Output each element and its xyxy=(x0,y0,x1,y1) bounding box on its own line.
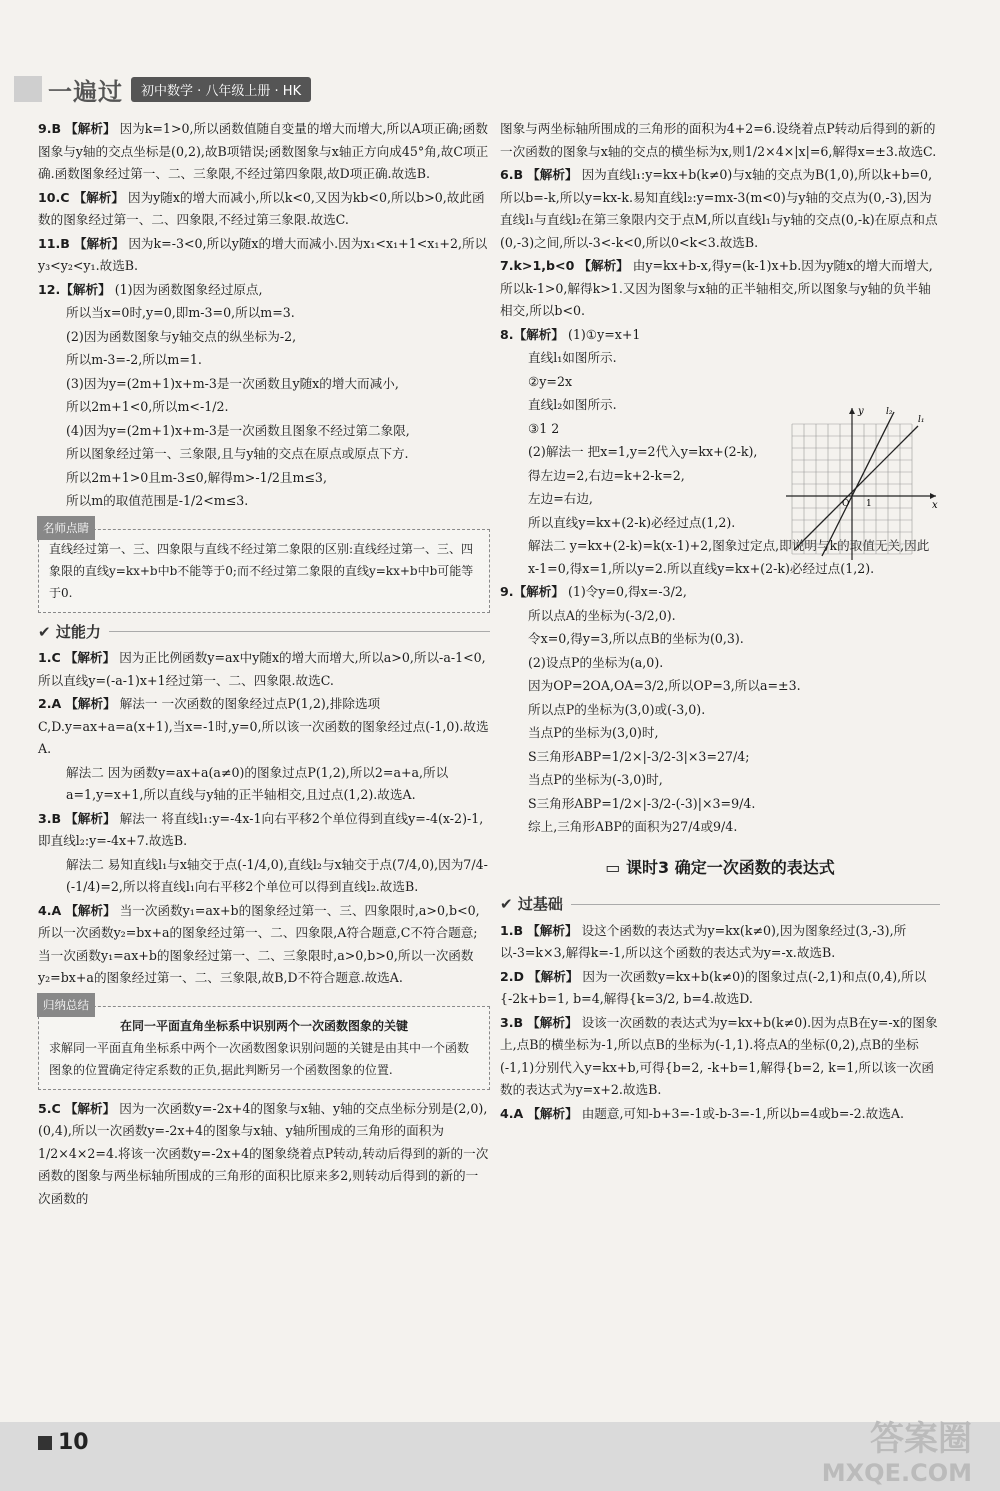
header-bar xyxy=(14,76,42,102)
y-axis-arrow xyxy=(849,408,855,414)
answer-10: 10.C 【解析】 因为y随x的增大而减小,所以k<0,又因为kb<0,所以b>0,故此函数的图象经过第一、二、四象限,不经过第三象限.故选C. xyxy=(38,189,485,227)
answer-b4: 4.A 【解析】 由题意,可知-b+3=-1或-b-3=-1,所以b=4或b=-2.故选A. xyxy=(500,1105,904,1121)
answer-8-line: 直线l₂如图所示. xyxy=(528,397,617,412)
watermark: 答案圈 MXQE.COM xyxy=(821,1419,972,1487)
answer-12-line: 所以m-3=-2,所以m=1. xyxy=(66,352,202,367)
summary-title: 在同一平面直角坐标系中识别两个一次函数图象的关键 xyxy=(119,1018,408,1033)
answer-2-alt: 解法二 因为函数y=ax+a(a≠0)的图象过点P(1,2),所以2=a+a,所以a=1,y=x+1,所以直线与y轴的正半轴相交,且过点(1,2).故选A. xyxy=(66,764,449,802)
answer-8-line: 左边=右边, xyxy=(528,491,593,506)
answer-9b-line: 综上,三角形ABP的面积为27/4或9/4. xyxy=(528,819,738,834)
answer-8-line: 直线l₁如图所示. xyxy=(528,350,617,365)
check-icon: ✔ xyxy=(500,895,513,913)
answer-8-line: ③1 2 xyxy=(528,420,560,436)
answer-12: 12.【解析】 (1)因为函数图象经过原点, xyxy=(38,281,263,297)
check-icon: ✔ xyxy=(38,622,51,641)
answer-11: 11.B 【解析】 因为k=-3<0,所以y随x的增大而减小.因为x₁<x₁+1<x₁+2,所以y₃<y₂<y₁.故选B. xyxy=(38,235,488,273)
answer-9b: 9.【解析】 (1)令y=0,得x=-3/2, xyxy=(500,584,687,599)
header xyxy=(14,72,311,106)
answer-4: 4.A 【解析】 当一次函数y₁=ax+b的图象经过第一、三、四象限时,a>0,b<0,所以一次函数y₂=bx+a的图象经过第一、二、四象限,A符合题意,C不符合题意;当一次函数y₁=ax+b的图象经过第一、二、三象限时,a>0,b>0,所以一次函数y₂=bx+a的图象经过第一、二、三象限,故B,D不符合题意.故选A. xyxy=(38,902,480,985)
tip-text: 直线经过第一、三、四象限与直线不经过第二象限的区别:直线经过第一、三、四象限的直线y=kx+b中b不能等于0;而不经过第二象限的直线y=kx+b中b可能等于0. xyxy=(49,541,474,600)
answer-12-line: 所以2m+1>0且m-3≤0,解得m>-1/2且m≤3, xyxy=(66,469,327,485)
right-column xyxy=(500,118,940,1126)
y-axis-label: y xyxy=(858,406,864,417)
answer-12-line: (3)因为y=(2m+1)x+m-3是一次函数且y随x的增大而减小, xyxy=(66,375,399,391)
answer-9: 9.B 【解析】 因为k=1>0,所以函数值随自变量的增大而增大,所以A项正确;函数图象与y轴的交点坐标是(0,2),故B项错误;函数图象与x轴正方向成45°角,故C项正确.函数图象经过第一、二、三象限,不经过第四象限,故D项正确.故选B. xyxy=(38,121,489,181)
answer-5: 5.C 【解析】 因为一次函数y=-2x+4的图象与x轴、y轴的交点坐标分别是(2,0),(0,4),所以一次函数y=-2x+4的图象与x轴、y轴所围成的三角形的面积为1/2×4×2=4.将该一次函数y=-2x+4的图象绕着点P转动,转动后得到的新的一次函数的图象与两坐标轴所围成的三角形的面积比原来多2,则转动后得到的新的一次函数的 xyxy=(38,1100,489,1206)
answer-3: 3.B 【解析】 解法一 将直线l₁:y=-4x-1向右平移2个单位得到直线y=-4(x-2)-1,即直线l₂:y=-4x+7.故选B. xyxy=(38,810,484,848)
page-number: 10 xyxy=(38,1430,89,1455)
l1-label: l₁ xyxy=(918,415,925,425)
origin-label: O xyxy=(842,499,850,509)
answer-8-line: 所以直线y=kx+(2-k)必经过点(1,2). xyxy=(528,514,736,530)
answer-8-line: ②y=2x xyxy=(528,373,573,389)
section-heading: ✔ 过能力 xyxy=(38,621,490,644)
answer-7: 7.k>1,b<0 【解析】 由y=kx+b-x,得y=(k-1)x+b.因为y随x的增大而增大,所以k-1>0,解得k>1.又因为图象与x轴的正半轴相交,所以图象与y轴的负半轴相交,所以b<0. xyxy=(500,258,933,318)
tip-label: 名师点睛 xyxy=(37,516,95,540)
answer-9b-line: 令x=0,得y=3,所以点B的坐标为(0,3). xyxy=(528,631,744,646)
answer-b2: 2.D 【解析】 因为一次函数y=kx+b(k≠0)的图象过点(-2,1)和点(0,4),所以{-2k+b=1, b=4,解得{k=3/2, b=4.故选D. xyxy=(500,968,927,1006)
l2-label: l₂ xyxy=(886,407,893,417)
coordinate-graph xyxy=(782,404,942,564)
book-icon: ▭ xyxy=(605,857,621,877)
answer-12-line: 所以当x=0时,y=0,即m-3=0,所以m=3. xyxy=(66,305,295,320)
x-axis-arrow xyxy=(930,493,936,499)
answer-12-line: 所以2m+1<0,所以m<-1/2. xyxy=(66,399,229,414)
answer-8: 8.【解析】 (1)①y=x+1 xyxy=(500,326,641,342)
answer-9b-line: 所以点P的坐标为(3,0)或(-3,0). xyxy=(528,701,706,717)
book-subtitle: 初中数学 · 八年级上册 · HK xyxy=(131,77,311,102)
answer-12-line: 所以m的取值范围是-1/2<m≤3. xyxy=(66,493,249,508)
answer-2: 2.A 【解析】 解法一 一次函数的图象经过点P(1,2),排除选项C,D.y=ax+a=a(x+1),当x=-1时,y=0,所以该一次函数的图象经过点(-1,0).故选A. xyxy=(38,696,489,756)
summary-text: 求解同一平面直角坐标系中两个一次函数图象识别问题的关键是由其中一个函数图象的位置确定待定系数的正负,据此判断另一个函数图象的位置. xyxy=(49,1040,470,1077)
answer-12-line: (4)因为y=(2m+1)x+m-3是一次函数且图象不经过第二象限, xyxy=(66,422,410,438)
tip-box xyxy=(38,520,490,613)
square-icon xyxy=(38,1436,52,1450)
answer-b3: 3.B 【解析】 设该一次函数的表达式为y=kx+b(k≠0).因为点B在y=-x的图象上,点B的横坐标为-1,所以点B的坐标为(-1,1).将点A的坐标(0,2),点B的坐标(-1,1)分别代入y=kx+b,可得{b=2, -k+b=1,解得{b=2, k=1,所以该一次函数的表达式为y=x+2.故选B. xyxy=(500,1014,938,1097)
left-column xyxy=(38,118,490,1211)
answer-8-line: (2)解法一 把x=1,y=2代入y=kx+(2-k), xyxy=(528,444,758,459)
lesson-title: ▭ 课时3 确定一次函数的表达式 xyxy=(605,857,835,877)
x-axis-label: x xyxy=(932,500,938,511)
answer-12-line: (2)因为函数图象与y轴交点的纵坐标为-2, xyxy=(66,328,297,344)
section-heading-2: ✔ 过基础 xyxy=(500,893,940,916)
answer-9b-line: (2)设点P的坐标为(a,0). xyxy=(528,654,664,670)
answer-8-top xyxy=(500,324,770,511)
answer-9b-line: 当点P的坐标为(-3,0)时, xyxy=(528,772,663,787)
answer-6: 6.B 【解析】 因为直线l₁:y=kx+b(k≠0)与x轴的交点为B(1,0),所以k+b=0,所以b=-k,所以y=kx-k.易知直线l₂:y=mx-3(m<0)与y轴的交点为(0,-3),因为直线l₁与直线l₂在第三象限内交于点M,所以直线l₁与y轴的交点(0,-k)在原点和点(0,-3)之间,所以-3<-k<0,所以0<k<3.故选B. xyxy=(500,167,938,250)
brand-logo: 一遍过 xyxy=(48,77,123,106)
summary-label: 归纳总结 xyxy=(37,993,95,1017)
answer-9b-line: S三角形ABP=1/2×|-3/2-3|×3=27/4; xyxy=(528,748,750,764)
answer-b1: 1.B 【解析】 设这个函数的表达式为y=kx(k≠0),因为图象经过(3,-3),所以-3=k×3,解得k=-1,所以这个函数的表达式为y=-x.故选B. xyxy=(500,922,907,960)
answer-9b-line: S三角形ABP=1/2×|-3/2-(-3)|×3=9/4. xyxy=(528,795,756,811)
answer-9b-line: 因为OP=2OA,OA=3/2,所以OP=3,所以a=±3. xyxy=(528,678,801,693)
answer-8-line: 得左边=2,右边=k+2-k=2, xyxy=(528,467,685,483)
answer-5-cont: 图象与两坐标轴所围成的三角形的面积为4+2=6.设绕着点P转动后得到的新的一次函数的图象与x轴的交点的横坐标为x,则1/2×4×|x|=6,解得x=±3.故选C. xyxy=(500,121,937,159)
tick-label: 1 xyxy=(866,499,872,509)
answer-9b-line: 当点P的坐标为(3,0)时, xyxy=(528,725,659,740)
answer-3-alt: 解法二 易知直线l₁与x轴交于点(-1/4,0),直线l₂与x轴交于点(7/4,0),因为7/4-(-1/4)=2,所以将直线l₁向右平移2个单位可以得到直线l₂.故选B. xyxy=(66,856,488,894)
answer-12-line: 所以图象经过第一、三象限,且与y轴的交点在原点或原点下方. xyxy=(66,446,409,461)
answer-9b-line: 所以点A的坐标为(-3/2,0). xyxy=(528,607,676,623)
answer-8-line: 解法二 y=kx+(2-k)=k(x-1)+2,图象过定点,即说明与k的取值无关,因此x-1=0,得x=1,所以y=2.所以直线y=kx+(2-k)必经过点(1,2). xyxy=(528,538,930,576)
answer-1: 1.C 【解析】 因为正比例函数y=ax中y随x的增大而增大,所以a>0,所以-a-1<0,所以直线y=(-a-1)x+1经过第一、二、四象限.故选C. xyxy=(38,650,486,688)
summary-box xyxy=(38,997,490,1090)
